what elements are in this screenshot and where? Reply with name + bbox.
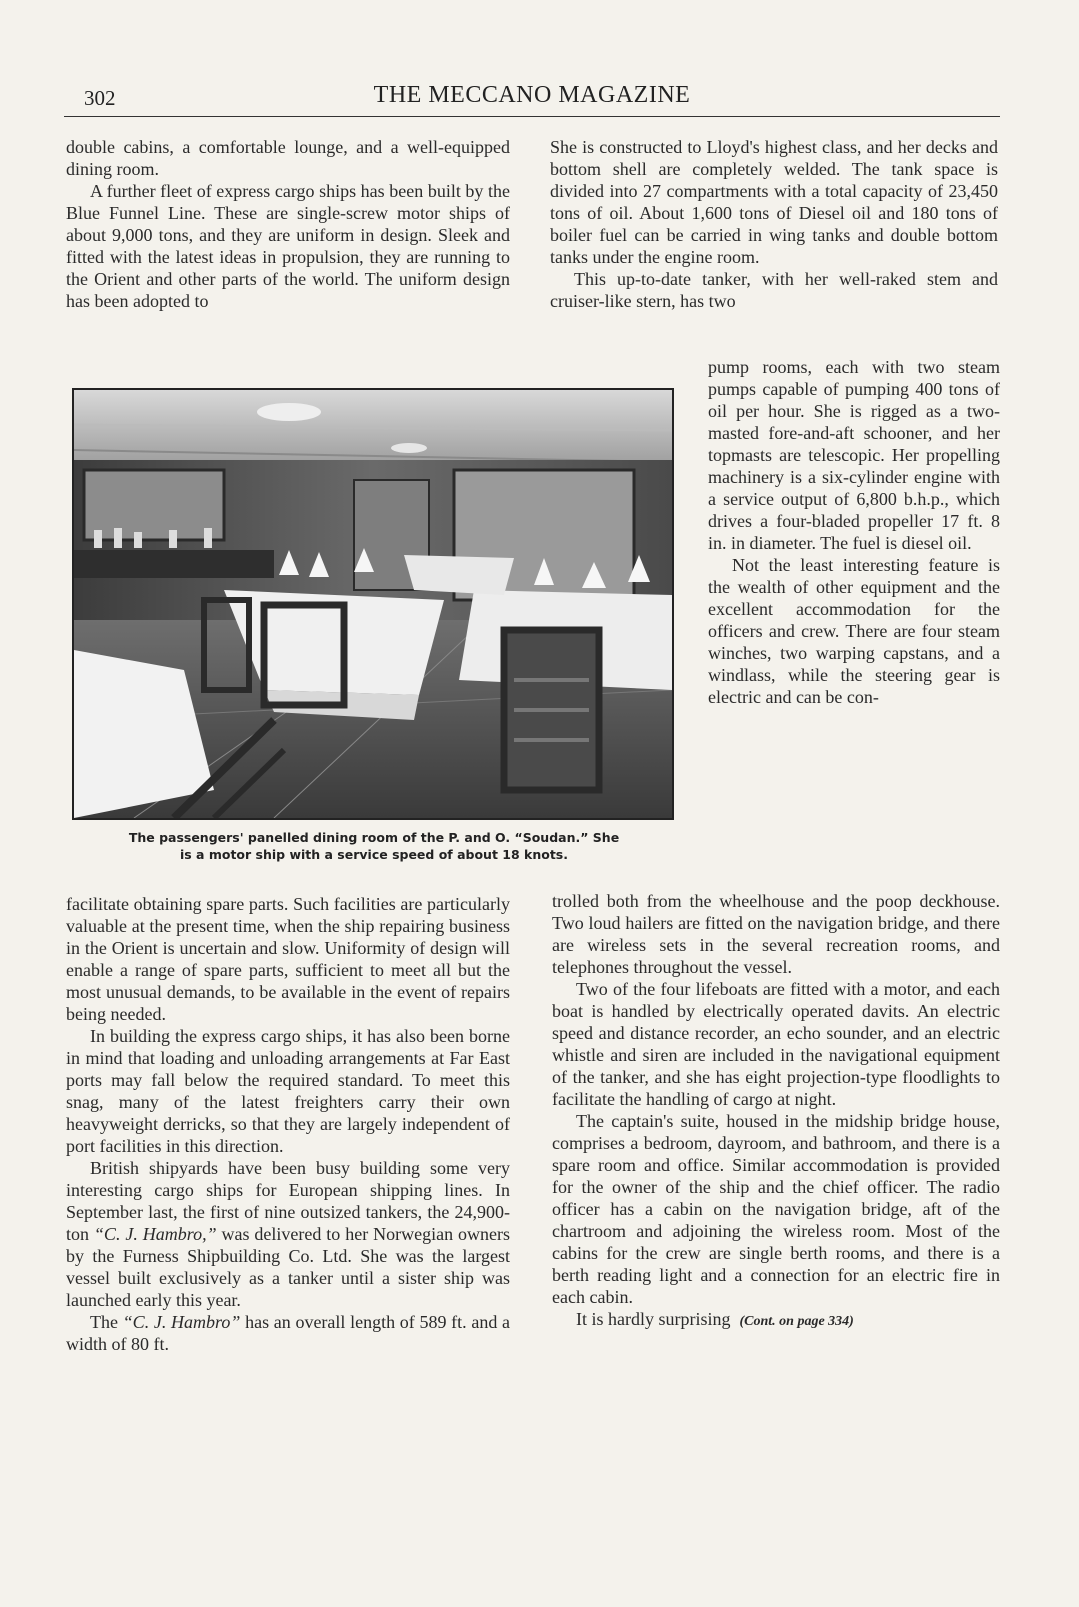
text-run: It is hardly surprising	[576, 1309, 731, 1329]
right-column-top	[550, 136, 998, 312]
paragraph: This up-to-date tanker, with her well-raked stem and cruiser-like stern, has two	[550, 269, 998, 311]
right-column-narrow	[708, 356, 1000, 708]
paragraph	[66, 1311, 510, 1355]
page-number: 302	[84, 86, 116, 110]
text-run: has an overall length of 589 ft. and a width of 80 ft.	[66, 1312, 510, 1354]
page-title: THE MECCANO MAGAZINE	[373, 82, 691, 108]
paragraph	[66, 1157, 510, 1311]
text-run: The	[90, 1312, 123, 1332]
paragraph: A further fleet of express cargo ships has been built by the Blue Funnel Line. These are single-screw motor ships of about 9,000 tons, and they are uniform in design. Sleek and fitted with the latest ideas in propulsion, they are running to the Orient and other parts of the world. The uniform design has been adopted to	[66, 181, 510, 311]
paragraph: facilitate obtaining spare parts. Such facilities are particularly valuable at the present time, when the ship repairing business in the Orient is uncertain and slow. Uniformity of design will enable a range of spare parts, sufficient to meet all but the most unusual demands, to be available in the event of repairs being needed.	[66, 894, 510, 1024]
text-run: was delivered to her Norwegian owners by the Furness Shipbuilding Co. Ltd. She was the largest vessel built exclusively as a tanker until a sister ship was launched early this year.	[66, 1224, 510, 1310]
left-column-top	[66, 136, 510, 312]
left-column-bottom	[66, 893, 510, 1355]
paragraph: The captain's suite, housed in the midship bridge house, comprises a bedroom, dayroom, and bathroom, and there is a spare room and office. Similar accommodation is provided for the owner of the ship and the chief officer. The radio officer has a cabin on the navigation bridge, aft of the chartroom and adjoining the wireless room. Most of the cabins for the crew are single berth rooms, and there is a berth reading light and a connection for an electric fire in each cabin.	[552, 1111, 1000, 1307]
photo-caption	[64, 829, 684, 863]
paragraph: double cabins, a comfortable lounge, and a well-equipped dining room.	[66, 137, 510, 179]
text-run: British shipyards have been busy building some very interesting cargo ships for European shipping lines. In September last, the first of nine outsized tankers, the 24,900-ton	[66, 1158, 510, 1244]
paragraph: Two of the four lifeboats are fitted with a motor, and each boat is handled by electrically operated davits. An electric speed and distance recorder, an echo sounder, and an electric whistle and siren are included in the navigational equipment of the tanker, and she has eight projection-type floodlights to facilitate the handling of cargo at night.	[552, 979, 1000, 1109]
paragraph: trolled both from the wheelhouse and the poop deckhouse. Two loud hailers are fitted on the navigation bridge, and there are wireless sets in the several recreation rooms, and telephones throughout the vessel.	[552, 891, 1000, 977]
paragraph	[552, 1308, 1000, 1333]
ship-name: “C. J. Hambro”	[122, 1312, 241, 1332]
paragraph: In building the express cargo ships, it has also been borne in mind that loading and unloading arrangements at Far East ports may fall below the required standard. To meet this snag, many of the latest freighters carry their own heavyweight derricks, so that they are largely independent of port facilities in this direction.	[66, 1026, 510, 1156]
paragraph: She is constructed to Lloyd's highest class, and her decks and bottom shell are completely welded. The tank space is divided into 27 compartments with a total capacity of 23,450 tons of oil. About 1,600 tons of Diesel oil and 180 tons of boiler fuel can be carried in wing tanks and double bottom tanks under the engine room.	[550, 137, 998, 267]
caption-line: The passengers' panelled dining room of the P. and O. “Soudan.” She	[128, 830, 620, 845]
continued-note: (Cont. on page 334)	[739, 1314, 854, 1329]
paragraph: pump rooms, each with two steam pumps capable of pumping 400 tons of oil per hour. She is rigged as a two-masted fore-and-aft schooner, and her topmasts are telescopic. Her propelling machinery is a six-cylinder engine with a service output of 6,800 b.h.p., which drives a four-bladed propeller 17 ft. 8 in. in diameter. The fuel is diesel oil.	[708, 357, 1000, 553]
paragraph: Not the least interesting feature is the wealth of other equipment and the excellent accommodation for the officers and crew. There are four steam winches, two warping capstans, and a windlass, while the steering gear is electric and can be con-	[708, 555, 1000, 707]
page-header	[64, 80, 1000, 117]
right-column-bottom	[552, 890, 1000, 1333]
ship-name: “C. J. Hambro,”	[93, 1224, 217, 1244]
caption-line: is a motor ship with a service speed of about 18 knots.	[179, 847, 568, 862]
dining-room-photo	[72, 388, 674, 820]
